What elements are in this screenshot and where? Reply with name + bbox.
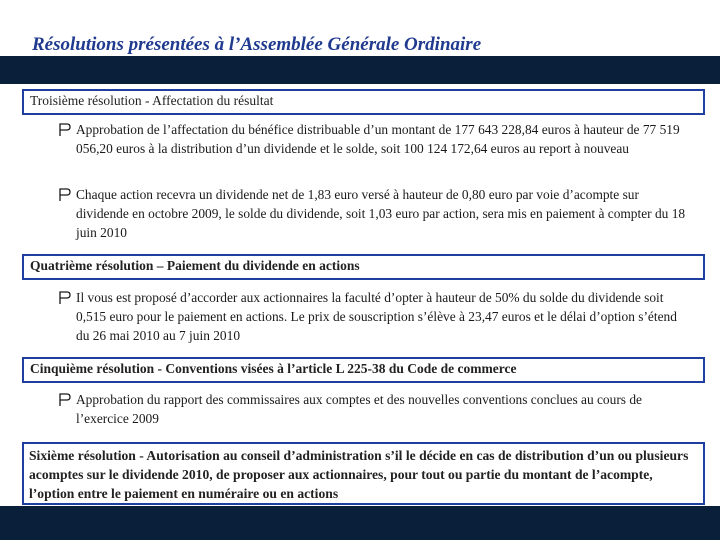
bullet-text: Il vous est proposé d’accorder aux actionnaires la faculté d’opter à hauteur de 50% du solde du dividende soit 0,515 euro pour le paiement en actions. Le prix de souscription s’élève à 23,47 euros et le délai d’option s’étend du 26 mai 2010 au 7 juin 2010 bbox=[76, 290, 677, 343]
resolution-5-bullet-1 bbox=[58, 390, 692, 428]
resolution-3-heading: Troisième résolution - Affectation du résultat bbox=[22, 89, 705, 115]
resolution-5-heading: Cinquième résolution - Conventions visées à l’article L 225-38 du Code de commerce bbox=[22, 357, 705, 383]
bullet-text: Approbation de l’affectation du bénéfice distribuable d’un montant de 177 643 228,84 euros à hauteur de 77 519 056,20 euros à la distribution d’un dividende et le solde, soit 100 124 172,64 euros au report à nouveau bbox=[76, 122, 680, 156]
resolution-4-bullet-1 bbox=[58, 288, 692, 345]
resolution-3-bullet-1 bbox=[58, 120, 692, 158]
resolution-3-bullet-2 bbox=[58, 185, 692, 242]
bullet-text: Chaque action recevra un dividende net de 1,83 euro versé à hauteur de 0,80 euro par voie d’acompte sur dividende en octobre 2009, le solde du dividende, soit 1,03 euro par action, sera mis en paiement à compter du 18 juin 2010 bbox=[76, 187, 686, 240]
resolution-4-heading: Quatrième résolution – Paiement du dividende en actions bbox=[22, 254, 705, 280]
header-band bbox=[0, 56, 720, 84]
page-title: Résolutions présentées à l’Assemblée Générale Ordinaire bbox=[32, 34, 482, 55]
flag-icon bbox=[58, 185, 76, 201]
resolution-6-heading: Sixième résolution - Autorisation au conseil d’administration s’il le décide en cas de distribution d’un ou plusieurs acomptes sur le dividende 2010, de proposer aux actionnaires, pour tout ou partie du montant de l’acompte, l’option entre le paiement en numéraire ou en actions bbox=[22, 442, 705, 505]
flag-icon bbox=[58, 390, 76, 406]
bullet-text: Approbation du rapport des commissaires aux comptes et des nouvelles conventions conclues au cours de l’exercice 2009 bbox=[76, 392, 642, 426]
flag-icon bbox=[58, 288, 76, 304]
flag-icon bbox=[58, 120, 76, 136]
footer-band bbox=[0, 506, 720, 540]
